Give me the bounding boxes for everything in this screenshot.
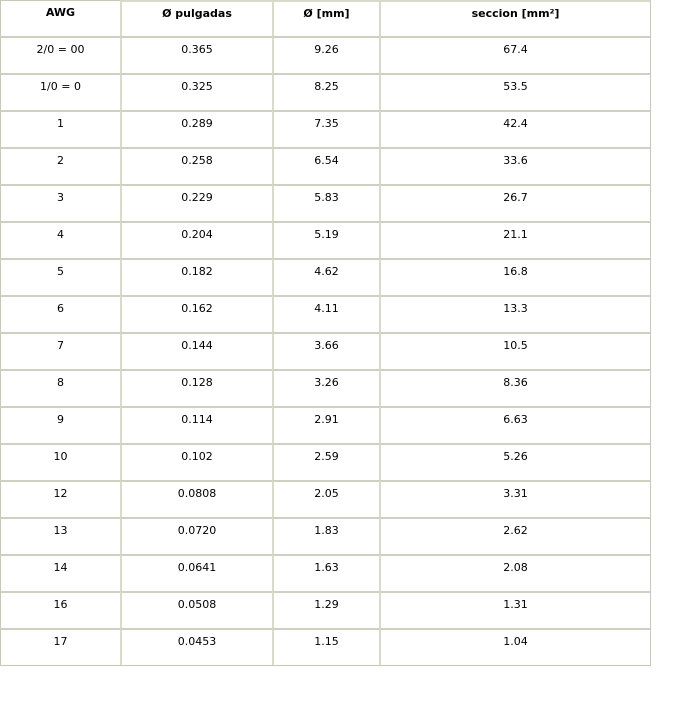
cell-section-mm2: 33.6 [379, 147, 650, 184]
cell-section-mm2: 42.4 [379, 110, 650, 147]
table-row [0, 628, 650, 665]
table-row [0, 73, 650, 110]
cell-diameter-inches: 0.0808 [120, 480, 272, 517]
cell-diameter-mm: 3.66 [272, 332, 379, 369]
cell-awg: 2/0 = 00 [0, 36, 120, 73]
table-row [0, 517, 650, 554]
cell-section-mm2: 2.62 [379, 517, 650, 554]
table-row [0, 258, 650, 295]
cell-section-mm2: 1.04 [379, 628, 650, 665]
cell-section-mm2: 10.5 [379, 332, 650, 369]
table-row [0, 184, 650, 221]
cell-section-mm2: 2.08 [379, 554, 650, 591]
header-diameter-inches: Ø pulgadas [120, 0, 272, 36]
cell-section-mm2: 67.4 [379, 36, 650, 73]
cell-section-mm2: 1.31 [379, 591, 650, 628]
cell-diameter-mm: 1.15 [272, 628, 379, 665]
header-section-mm2: seccion [mm²] [379, 0, 650, 36]
cell-awg: 13 [0, 517, 120, 554]
cell-awg: 7 [0, 332, 120, 369]
cell-awg: 5 [0, 258, 120, 295]
cell-awg: 10 [0, 443, 120, 480]
cell-diameter-inches: 0.102 [120, 443, 272, 480]
cell-diameter-mm: 5.19 [272, 221, 379, 258]
cell-section-mm2: 16.8 [379, 258, 650, 295]
cell-diameter-inches: 0.0508 [120, 591, 272, 628]
table-row [0, 406, 650, 443]
cell-awg: 1 [0, 110, 120, 147]
cell-section-mm2: 3.31 [379, 480, 650, 517]
cell-awg: 3 [0, 184, 120, 221]
cell-diameter-inches: 0.0453 [120, 628, 272, 665]
table-row [0, 554, 650, 591]
cell-awg: 9 [0, 406, 120, 443]
cell-section-mm2: 13.3 [379, 295, 650, 332]
cell-diameter-inches: 0.144 [120, 332, 272, 369]
cell-awg: 4 [0, 221, 120, 258]
table-row [0, 36, 650, 73]
cell-awg: 8 [0, 369, 120, 406]
table-row [0, 443, 650, 480]
cell-awg: 12 [0, 480, 120, 517]
cell-awg: 6 [0, 295, 120, 332]
cell-section-mm2: 21.1 [379, 221, 650, 258]
cell-awg: 17 [0, 628, 120, 665]
table-row [0, 221, 650, 258]
cell-diameter-inches: 0.325 [120, 73, 272, 110]
cell-diameter-mm: 1.83 [272, 517, 379, 554]
cell-diameter-mm: 5.83 [272, 184, 379, 221]
table-row [0, 332, 650, 369]
cell-diameter-mm: 2.05 [272, 480, 379, 517]
table-row [0, 110, 650, 147]
cell-diameter-inches: 0.0641 [120, 554, 272, 591]
cell-diameter-mm: 4.11 [272, 295, 379, 332]
cell-awg: 16 [0, 591, 120, 628]
cell-section-mm2: 5.26 [379, 443, 650, 480]
table-body [0, 36, 650, 665]
cell-awg: 1/0 = 0 [0, 73, 120, 110]
cell-awg: 14 [0, 554, 120, 591]
cell-diameter-mm: 1.29 [272, 591, 379, 628]
cell-section-mm2: 53.5 [379, 73, 650, 110]
cell-diameter-mm: 3.26 [272, 369, 379, 406]
cell-diameter-inches: 0.162 [120, 295, 272, 332]
cell-diameter-mm: 1.63 [272, 554, 379, 591]
cell-section-mm2: 6.63 [379, 406, 650, 443]
cell-diameter-inches: 0.204 [120, 221, 272, 258]
cell-diameter-mm: 7.35 [272, 110, 379, 147]
cell-section-mm2: 8.36 [379, 369, 650, 406]
header-diameter-mm: Ø [mm] [272, 0, 379, 36]
cell-diameter-mm: 2.91 [272, 406, 379, 443]
cell-diameter-inches: 0.0720 [120, 517, 272, 554]
cell-diameter-mm: 6.54 [272, 147, 379, 184]
cell-diameter-inches: 0.258 [120, 147, 272, 184]
cell-diameter-mm: 9.26 [272, 36, 379, 73]
header-row [0, 0, 650, 36]
cell-diameter-inches: 0.365 [120, 36, 272, 73]
table-row [0, 591, 650, 628]
header-awg: AWG [0, 0, 120, 36]
table-row [0, 369, 650, 406]
table-row [0, 147, 650, 184]
cell-section-mm2: 26.7 [379, 184, 650, 221]
table-row [0, 480, 650, 517]
table-row [0, 295, 650, 332]
cell-diameter-inches: 0.182 [120, 258, 272, 295]
cell-diameter-mm: 8.25 [272, 73, 379, 110]
cell-diameter-mm: 4.62 [272, 258, 379, 295]
cell-diameter-inches: 0.289 [120, 110, 272, 147]
cell-diameter-inches: 0.229 [120, 184, 272, 221]
cell-diameter-inches: 0.114 [120, 406, 272, 443]
cell-diameter-mm: 2.59 [272, 443, 379, 480]
table-header [0, 0, 650, 36]
cell-diameter-inches: 0.128 [120, 369, 272, 406]
cell-awg: 2 [0, 147, 120, 184]
